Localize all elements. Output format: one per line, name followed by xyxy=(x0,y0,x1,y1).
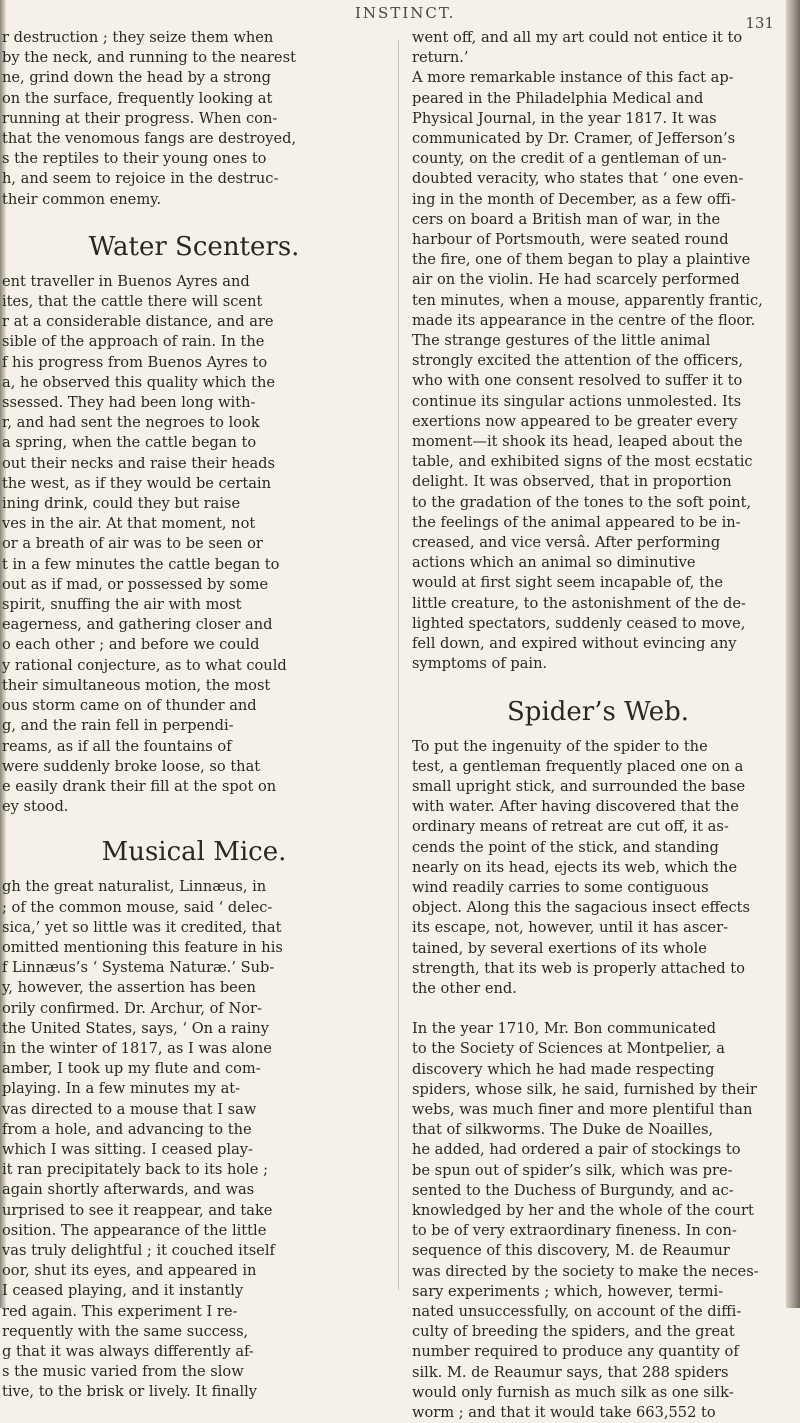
text-line: knowledged by her and the whole of the court xyxy=(412,1201,754,1219)
text-line: silk. M. de Reaumur says, that 288 spiders xyxy=(412,1363,729,1381)
text-line: vas truly delightful ; it couched itself xyxy=(2,1241,275,1259)
section-title-water-scenters: Water Scenters. xyxy=(88,231,300,262)
text-line: symptoms of pain. xyxy=(412,655,548,673)
text-line: orily confirmed. Dr. Archur, of Nor- xyxy=(2,999,262,1017)
text-line: were suddenly broke loose, so that xyxy=(2,757,261,775)
text-line: The strange gestures of the little animal xyxy=(412,332,711,350)
text-line: he added, had ordered a pair of stockings to xyxy=(412,1141,741,1159)
text-line: it ran precipitately back to its hole ; xyxy=(2,1161,269,1179)
text-line: moment—it shook its head, leaped about the xyxy=(412,433,743,451)
text-line: To put the ingenuity of the spider to the xyxy=(412,737,708,755)
text-line: ssessed. They had been long with- xyxy=(2,394,256,412)
text-line: small upright stick, and surrounded the base xyxy=(412,777,746,795)
text-line: with water. After having discovered that the xyxy=(412,798,739,816)
text-line: y rational conjecture, as to what could xyxy=(2,656,287,674)
text-line: y, however, the assertion has been xyxy=(2,979,256,997)
text-line: a, he observed this quality which the xyxy=(2,373,275,391)
text-line: ordinary means of retreat are cut off, it as- xyxy=(412,818,729,836)
text-line: sented to the Duchess of Burgundy, and ac- xyxy=(412,1181,734,1199)
text-line: e easily drank their fill at the spot on xyxy=(2,777,277,795)
text-line: from a hole, and advancing to the xyxy=(2,1120,252,1138)
text-line: discovery which he had made respecting xyxy=(412,1060,715,1078)
text-line: ous storm came on of thunder and xyxy=(2,697,257,715)
text-line: h, and seem to rejoice in the destruc- xyxy=(2,170,279,188)
text-line: s the music varied from the slow xyxy=(2,1363,244,1381)
text-line: Physical Journal, in the year 1817. It was xyxy=(412,109,717,127)
text-line: ing in the month of December, as a few offi- xyxy=(412,190,736,208)
text-line: cers on board a British man of war, in the xyxy=(412,210,721,228)
page-edge-shadow xyxy=(786,0,800,1308)
text-line: air on the violin. He had scarcely performed xyxy=(412,271,740,289)
text-line: communicated by Dr. Cramer, of Jefferson’s xyxy=(412,130,736,148)
text-line: to the Society of Sciences at Montpelier, a xyxy=(412,1040,725,1058)
text-line: little creature, to the astonishment of the de- xyxy=(412,594,746,612)
text-line: sica,’ yet so little was it credited, that xyxy=(2,918,282,936)
text-line: urprised to see it reappear, and take xyxy=(2,1201,273,1219)
text-line: ne, grind down the head by a strong xyxy=(2,69,272,87)
text-line: went off, and all my art could not entice it to xyxy=(412,29,743,46)
musical-mice-paragraph xyxy=(2,877,386,1402)
text-line: spirit, snuffing the air with most xyxy=(2,596,242,614)
text-line: lighted spectators, suddenly ceased to move, xyxy=(412,614,746,632)
text-line: table, and exhibited signs of the most ecstatic xyxy=(412,453,753,471)
text-line: cends the point of the stick, and standing xyxy=(412,838,719,856)
text-line: running at their progress. When con- xyxy=(2,109,278,127)
text-line: I ceased playing, and it instantly xyxy=(2,1282,244,1300)
text-line: o each other ; and before we could xyxy=(2,636,260,654)
text-line: delight. It was observed, that in proportion xyxy=(412,473,732,491)
text-line: actions which an animal so diminutive xyxy=(412,554,696,572)
text-line: s the reptiles to their young ones to xyxy=(2,150,267,168)
text-line: the other end. xyxy=(412,979,517,997)
text-line: which I was sitting. I ceased play- xyxy=(2,1140,253,1158)
text-line: gh the great naturalist, Linnæus, in xyxy=(2,878,267,896)
text-line: red again. This experiment I re- xyxy=(2,1302,238,1320)
text-line: nated unsuccessfully, on account of the diffi- xyxy=(412,1302,742,1320)
text-line: f his progress from Buenos Ayres to xyxy=(2,353,268,371)
text-line: the west, as if they would be certain xyxy=(2,474,271,492)
text-line: culty of breeding the spiders, and the great xyxy=(412,1323,735,1341)
text-line: worm ; and that it would take 663,552 to xyxy=(412,1404,716,1421)
text-line: its escape, not, however, until it has ascer- xyxy=(412,919,729,937)
text-line: exertions now appeared to be greater every xyxy=(412,412,738,430)
text-line: doubted veracity, who states that ‘ one even- xyxy=(412,170,744,188)
text-line: webs, was much finer and more plentiful than xyxy=(412,1100,753,1118)
text-line: oor, shut its eyes, and appeared in xyxy=(2,1262,257,1280)
text-line: ining drink, could they but raise xyxy=(2,495,241,513)
running-head: INSTINCT. xyxy=(355,4,456,22)
text-line: eagerness, and gathering closer and xyxy=(2,616,273,634)
text-line: ; of the common mouse, said ‘ delec- xyxy=(2,898,273,916)
text-line: that the venomous fangs are destroyed, xyxy=(2,130,297,148)
text-line: ent traveller in Buenos Ayres and xyxy=(2,272,250,290)
text-line: county, on the credit of a gentleman of un- xyxy=(412,150,727,168)
text-line: osition. The appearance of the little xyxy=(2,1221,267,1239)
text-line: vas directed to a mouse that I saw xyxy=(2,1100,257,1118)
water-scenters-paragraph xyxy=(2,272,386,817)
text-line: on the surface, frequently looking at xyxy=(2,89,273,107)
text-line: g that it was always differently af- xyxy=(2,1342,254,1360)
mr-bon-paragraph xyxy=(412,1019,784,1423)
text-line: requently with the same success, xyxy=(2,1322,249,1340)
text-line: A more remarkable instance of this fact ap- xyxy=(412,69,734,87)
text-line: g, and the rain fell in perpendi- xyxy=(2,717,234,735)
text-line: test, a gentleman frequently placed one on a xyxy=(412,757,744,775)
text-line: spiders, whose silk, he said, furnished by their xyxy=(412,1080,757,1098)
text-line: be spun out of spider’s silk, which was pre- xyxy=(412,1161,733,1179)
text-line: amber, I took up my flute and com- xyxy=(2,1060,261,1078)
text-line: omitted mentioning this feature in his xyxy=(2,938,283,956)
text-line: that of silkworms. The Duke de Noailles, xyxy=(412,1121,714,1139)
text-line: ey stood. xyxy=(2,798,69,816)
philadelphia-journal-paragraph xyxy=(412,68,784,674)
text-line: number required to produce any quantity of xyxy=(412,1343,739,1361)
text-line: playing. In a few minutes my at- xyxy=(2,1080,241,1098)
text-line: creased, and vice versâ. After performing xyxy=(412,534,721,552)
text-line: who with one consent resolved to suffer it to xyxy=(412,372,743,390)
text-line: nearly on its head, ejects its web, which the xyxy=(412,858,738,876)
text-line: strongly excited the attention of the officers, xyxy=(412,352,744,370)
text-line: sequence of this discovery, M. de Reaumur xyxy=(412,1242,730,1260)
text-line: r destruction ; they seize them when xyxy=(2,29,274,46)
right-column xyxy=(412,28,784,1423)
text-line: again shortly afterwards, and was xyxy=(2,1181,255,1199)
text-line: sary experiments ; which, however, termi- xyxy=(412,1282,724,1300)
text-line: t in a few minutes the cattle began to xyxy=(2,555,280,573)
text-line: a spring, when the cattle began to xyxy=(2,434,257,452)
text-line: their simultaneous motion, the most xyxy=(2,676,271,694)
text-line: object. Along this the sagacious insect effects xyxy=(412,899,751,917)
text-line: made its appearance in the centre of the floor. xyxy=(412,311,756,329)
text-line: fell down, and expired without evincing any xyxy=(412,635,737,653)
text-line: or a breath of air was to be seen or xyxy=(2,535,263,553)
text-line: tained, by several exertions of its whole xyxy=(412,939,707,957)
left-column xyxy=(2,28,386,1403)
text-line: tive, to the brisk or lively. It finally xyxy=(2,1383,258,1401)
text-line: their common enemy. xyxy=(2,190,162,208)
text-line: return.’ xyxy=(412,49,469,67)
text-line: r at a considerable distance, and are xyxy=(2,313,274,331)
text-line: peared in the Philadelphia Medical and xyxy=(412,89,704,107)
text-line: in the winter of 1817, as I was alone xyxy=(2,1039,272,1057)
text-line: out as if mad, or possessed by some xyxy=(2,575,269,593)
text-line: f Linnæus’s ‘ Systema Naturæ.’ Sub- xyxy=(2,959,275,977)
left-intro-paragraph xyxy=(2,28,386,210)
text-line: harbour of Portsmouth, were seated round xyxy=(412,231,729,249)
text-line: by the neck, and running to the nearest xyxy=(2,49,296,67)
text-line: the United States, says, ‘ On a rainy xyxy=(2,1019,270,1037)
text-line: would only furnish as much silk as one silk- xyxy=(412,1383,734,1401)
section-title-spiders-web: Spider’s Web. xyxy=(507,696,689,727)
text-line: r, and had sent the negroes to look xyxy=(2,414,260,432)
text-line: continue its singular actions unmolested. Its xyxy=(412,392,742,410)
text-line: reams, as if all the fountains of xyxy=(2,737,232,755)
text-line: ves in the air. At that moment, not xyxy=(2,515,256,533)
text-line: sible of the approach of rain. In the xyxy=(2,333,265,351)
text-line: In the year 1710, Mr. Bon communicated xyxy=(412,1020,716,1038)
text-line: out their necks and raise their heads xyxy=(2,454,275,472)
spiders-web-paragraph xyxy=(412,737,784,1000)
paragraph-gap xyxy=(412,999,784,1019)
text-line: the feelings of the animal appeared to be in- xyxy=(412,513,741,531)
text-line: would at first sight seem incapable of, the xyxy=(412,574,723,592)
column-divider xyxy=(398,40,399,1290)
right-intro-paragraph xyxy=(412,28,784,68)
text-line: ten minutes, when a mouse, apparently frantic, xyxy=(412,291,763,309)
text-line: to the gradation of the tones to the soft point, xyxy=(412,493,752,511)
text-line: was directed by the society to make the neces- xyxy=(412,1262,759,1280)
page-number: 131 xyxy=(745,14,774,32)
section-title-musical-mice: Musical Mice. xyxy=(101,837,287,868)
text-line: strength, that its web is properly attached to xyxy=(412,959,745,977)
text-line: wind readily carries to some contiguous xyxy=(412,878,709,896)
text-line: to be of very extraordinary fineness. In con- xyxy=(412,1222,737,1240)
text-line: the fire, one of them began to play a plaintive xyxy=(412,251,751,269)
text-line: ites, that the cattle there will scent xyxy=(2,293,263,311)
